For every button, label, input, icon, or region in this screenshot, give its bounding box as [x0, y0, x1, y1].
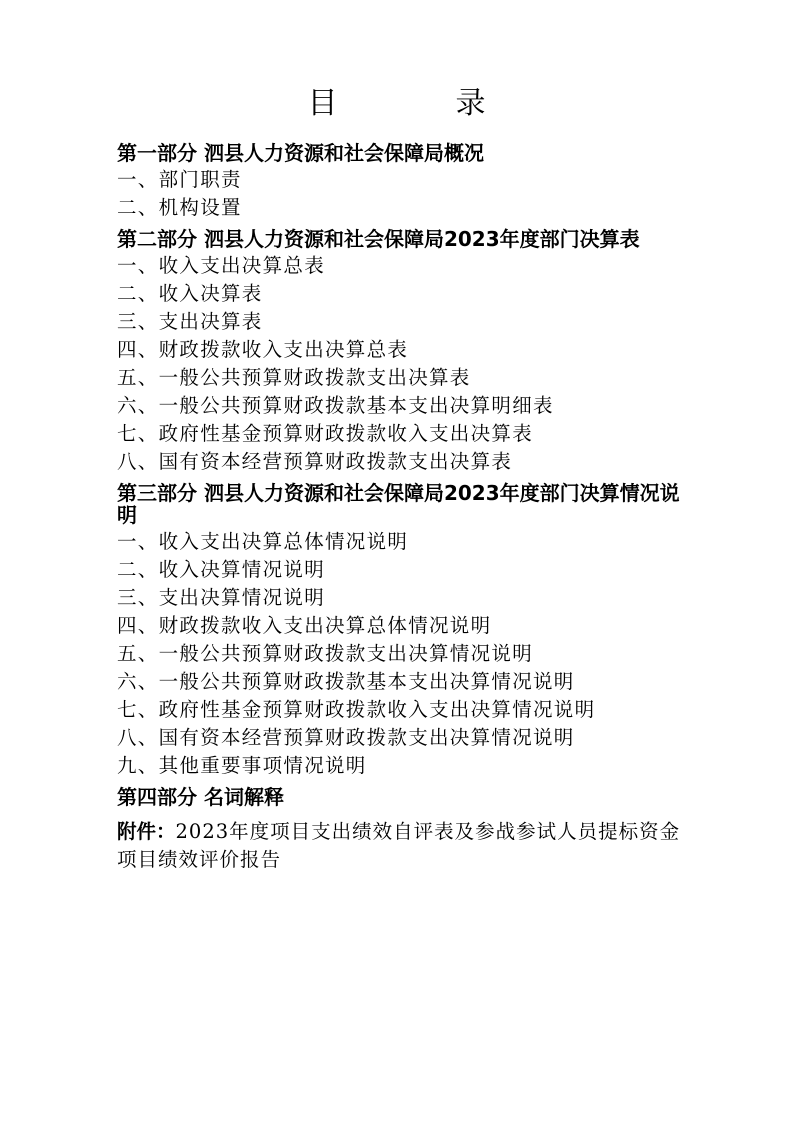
toc-item: 三、支出决算表 — [117, 310, 263, 333]
part-2-heading: 第二部分 泗县人力资源和社会保障局2023年度部门决算表 — [117, 227, 640, 251]
toc-item: 五、一般公共预算财政拨款支出决算表 — [117, 366, 471, 389]
toc-item: 六、一般公共预算财政拨款基本支出决算情况说明 — [117, 670, 575, 693]
toc-item: 八、国有资本经营预算财政拨款支出决算情况说明 — [117, 726, 575, 749]
part-1-heading: 第一部分 泗县人力资源和社会保障局概况 — [117, 141, 484, 165]
toc-item: 一、收入支出决算总体情况说明 — [117, 530, 409, 553]
part-4-heading: 第四部分 名词解释 — [117, 785, 284, 809]
table-of-contents — [117, 142, 687, 874]
part-3-heading: 第三部分 泗县人力资源和社会保障局2023年度部门决算情况说明 — [117, 481, 680, 527]
toc-item: 三、支出决算情况说明 — [117, 586, 326, 609]
toc-item: 六、一般公共预算财政拨款基本支出决算明细表 — [117, 394, 554, 417]
toc-item: 二、机构设置 — [117, 196, 242, 219]
toc-item: 九、其他重要事项情况说明 — [117, 754, 367, 777]
toc-item: 一、部门职责 — [117, 168, 242, 191]
appendix-text: 2023年度项目支出绩效自评表及参战参试人员提标资金项目绩效评价报告 — [117, 820, 681, 871]
toc-item: 四、财政拨款收入支出决算总体情况说明 — [117, 614, 492, 637]
toc-item: 五、一般公共预算财政拨款支出决算情况说明 — [117, 642, 534, 665]
page-title: 目 录 — [307, 86, 530, 121]
toc-item: 七、政府性基金预算财政拨款收入支出决算情况说明 — [117, 698, 596, 721]
toc-item: 八、国有资本经营预算财政拨款支出决算表 — [117, 450, 513, 473]
toc-item: 四、财政拨款收入支出决算总表 — [117, 338, 409, 361]
toc-item: 七、政府性基金预算财政拨款收入支出决算表 — [117, 422, 534, 445]
appendix — [117, 818, 687, 874]
toc-item: 一、收入支出决算总表 — [117, 254, 326, 277]
toc-item: 二、收入决算表 — [117, 282, 263, 305]
toc-item: 二、收入决算情况说明 — [117, 558, 326, 581]
appendix-label: 附件： — [117, 820, 176, 843]
